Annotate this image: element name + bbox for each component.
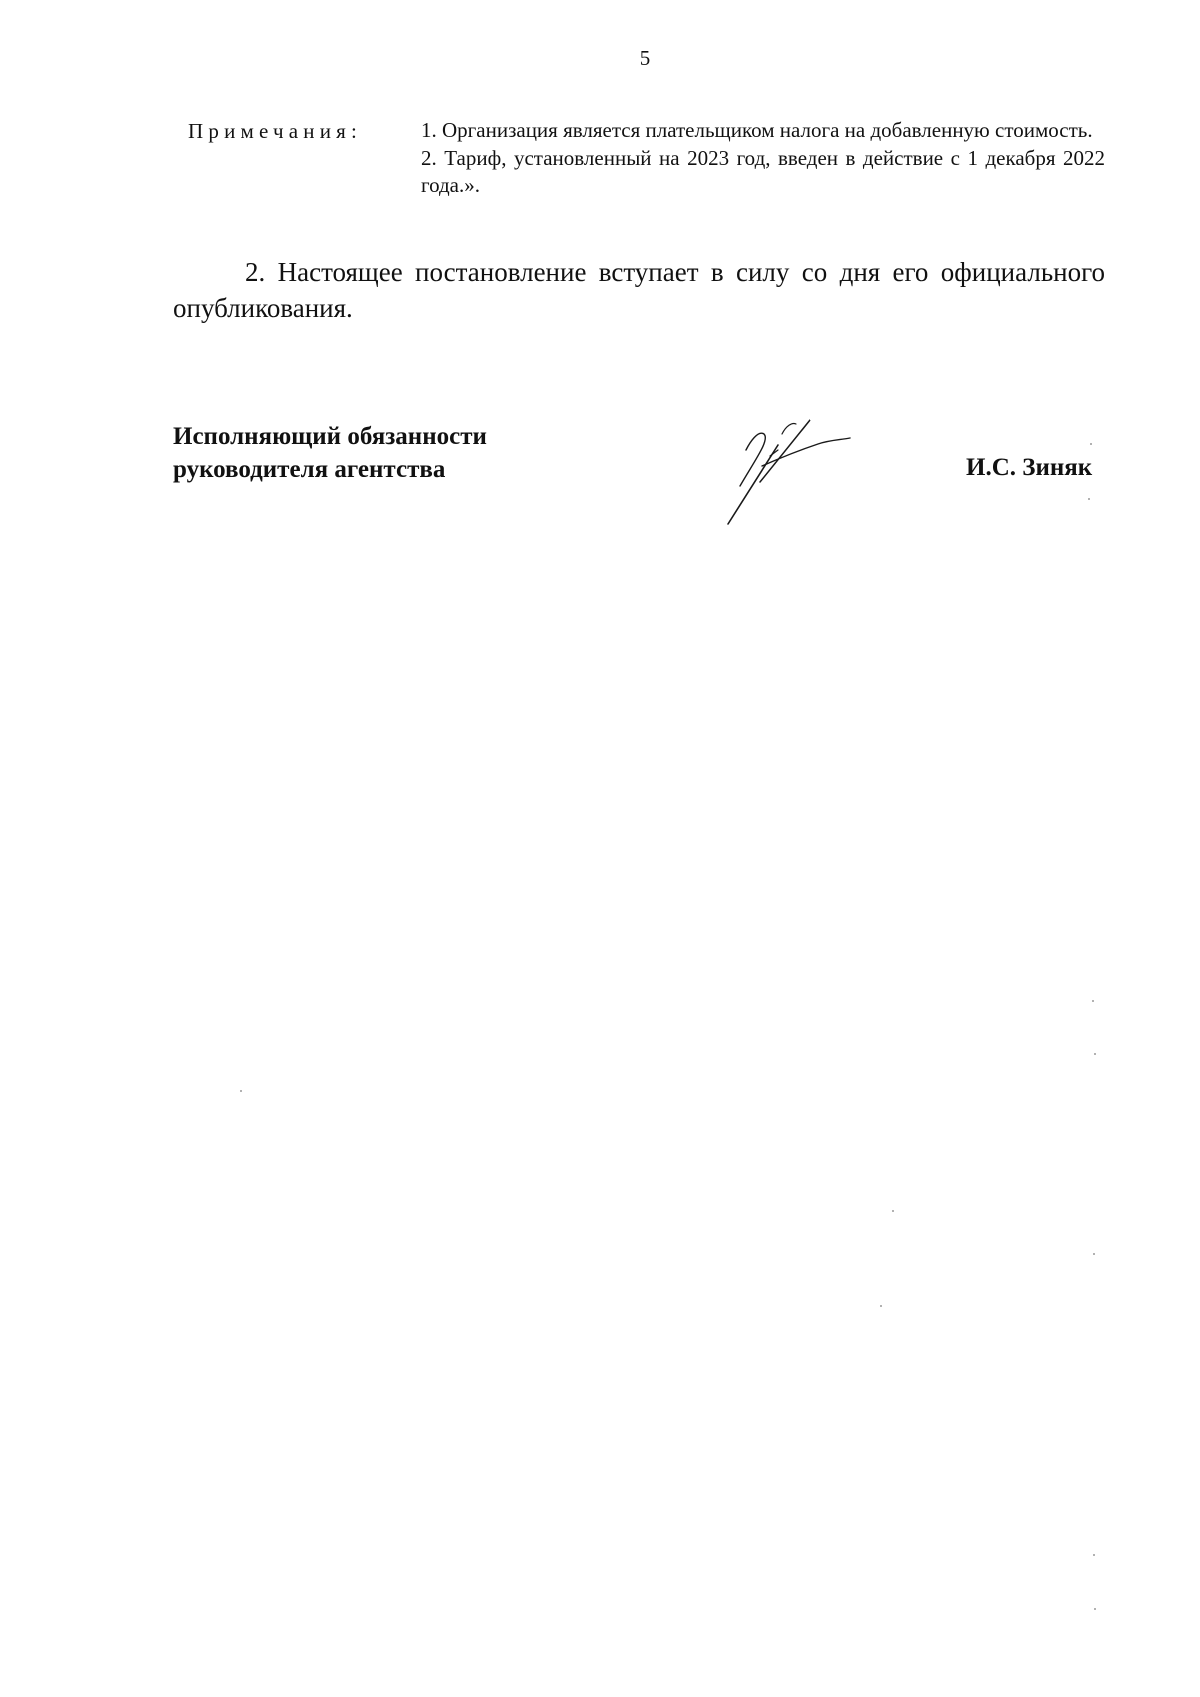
clause-paragraph: 2. Настоящее постановление вступает в силу со дня его официального опубликования. [173, 257, 1105, 323]
scan-speck [892, 1210, 894, 1212]
signatory-name: И.С. Зиняк [966, 454, 1093, 481]
scan-speck [1090, 443, 1092, 445]
scan-speck [1094, 1053, 1096, 1055]
note-item-2: 2. Тариф, установленный на 2023 год, введен в действие с 1 декабря 2022 года.». [421, 145, 1105, 197]
handwritten-signature [700, 400, 900, 540]
scan-speck [1094, 1608, 1096, 1610]
note-item-1: 1. Организация является плательщиком налога на добавленную стоимость. [421, 118, 1093, 142]
scan-speck [240, 1090, 242, 1092]
scan-speck [1092, 1000, 1094, 1002]
notes-label: Примечания: [188, 119, 363, 143]
page-number: 5 [639, 46, 651, 70]
scan-speck [1088, 498, 1090, 500]
signatory-position-line-1: Исполняющий обязанности [173, 423, 487, 450]
notes-list [421, 117, 1105, 200]
scan-speck [1093, 1554, 1095, 1556]
scan-speck [880, 1305, 882, 1307]
scan-speck [1093, 1253, 1095, 1255]
signatory-position [173, 420, 487, 486]
signatory-position-line-2: руководителя агентства [173, 456, 446, 483]
